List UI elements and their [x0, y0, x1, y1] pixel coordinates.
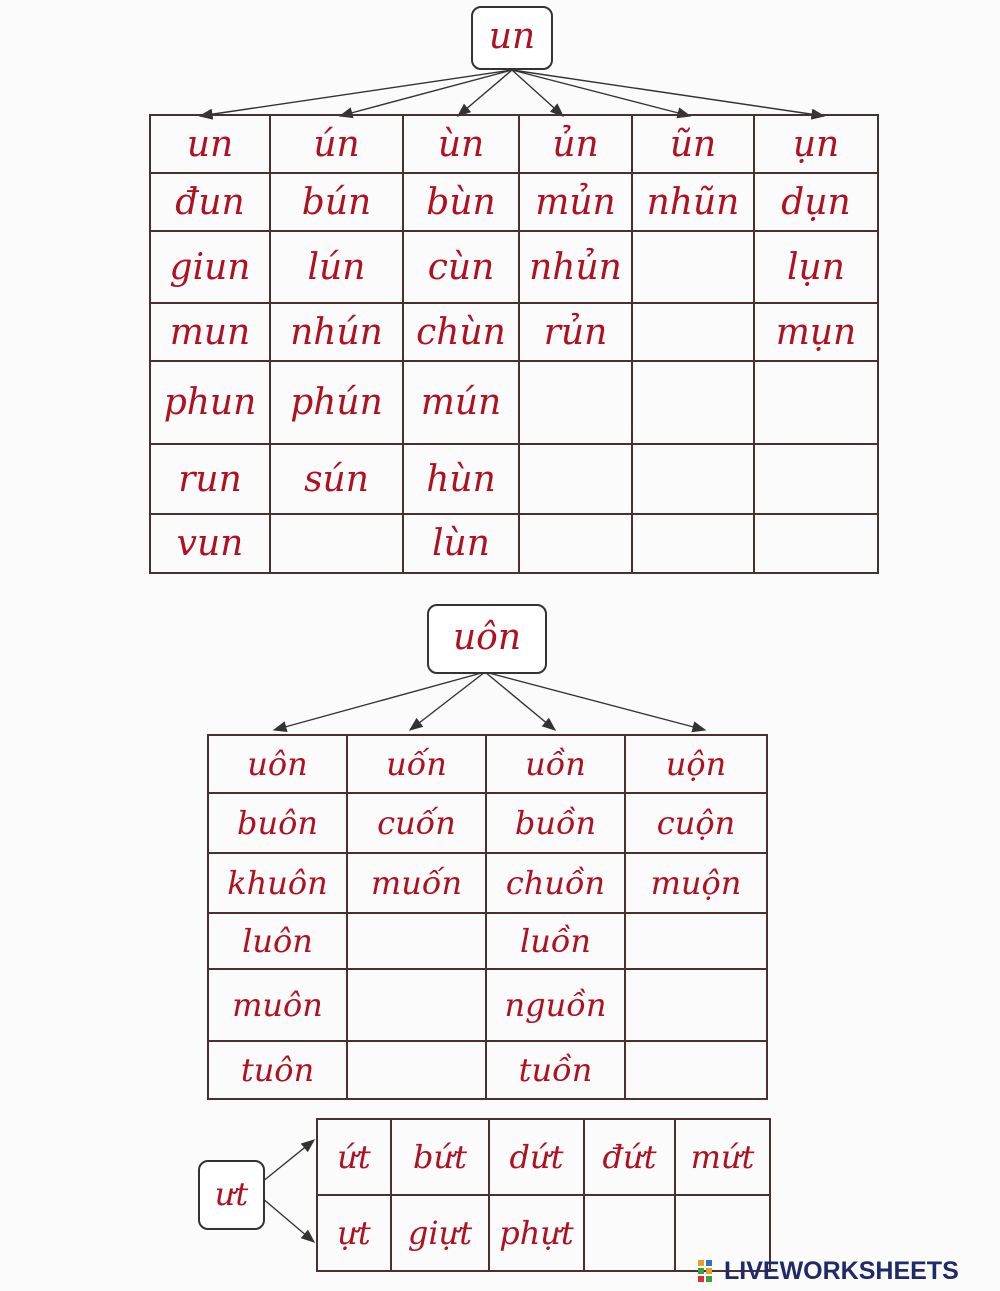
arrow-uon-2: [410, 672, 485, 730]
rhyme-table-un: [149, 114, 879, 574]
table-cell: nhún: [270, 303, 403, 361]
table-row: [150, 115, 878, 173]
table-cell: mun: [150, 303, 270, 361]
table-cell: bún: [270, 173, 403, 231]
table-cell: mụn: [754, 303, 878, 361]
table-cell: [632, 361, 754, 444]
table-cell: giun: [150, 231, 270, 303]
root-label-uon: uôn: [427, 604, 547, 674]
table-cell: mủn: [519, 173, 632, 231]
table-cell: luồn: [486, 913, 625, 969]
table-cell: [270, 514, 403, 573]
table-cell: muôn: [208, 969, 347, 1041]
table-cell: [632, 231, 754, 303]
table-row: [208, 969, 767, 1041]
table-row: [150, 361, 878, 444]
table-row: [150, 444, 878, 514]
table-row: [208, 1041, 767, 1099]
table-cell: [632, 303, 754, 361]
table-cell: chùn: [403, 303, 519, 361]
table-cell: ựt: [317, 1195, 391, 1271]
table-row: [150, 173, 878, 231]
table-cell: ùn: [403, 115, 519, 173]
table-cell: chuồn: [486, 853, 625, 913]
table-cell: [519, 361, 632, 444]
table-cell: bùn: [403, 173, 519, 231]
table-cell: uôn: [208, 735, 347, 793]
table-cell: lún: [270, 231, 403, 303]
table-cell: luôn: [208, 913, 347, 969]
table-row: [150, 231, 878, 303]
table-cell: mún: [403, 361, 519, 444]
table-cell: nhũn: [632, 173, 754, 231]
arrow-un-2: [340, 70, 512, 116]
arrow-ut-2: [262, 1198, 314, 1242]
root-label-ut: ưt: [198, 1160, 265, 1230]
table-cell: [519, 514, 632, 573]
arrow-un-6: [512, 70, 824, 116]
table-cell: [625, 913, 767, 969]
table-cell: phún: [270, 361, 403, 444]
root-label-un: un: [471, 6, 553, 70]
table-row: [208, 853, 767, 913]
table-cell: uồn: [486, 735, 625, 793]
table-cell: buôn: [208, 793, 347, 853]
liveworksheets-logo-icon: [698, 1258, 720, 1284]
table-cell: lùn: [403, 514, 519, 573]
table-cell: ũn: [632, 115, 754, 173]
table-cell: [754, 444, 878, 514]
arrow-uon-1: [274, 672, 485, 730]
table-cell: tuồn: [486, 1041, 625, 1099]
table-cell: đứt: [584, 1119, 675, 1195]
table-row: [208, 793, 767, 853]
table-cell: ủn: [519, 115, 632, 173]
table-cell: [347, 913, 486, 969]
table-cell: nhủn: [519, 231, 632, 303]
table-cell: khuôn: [208, 853, 347, 913]
table-cell: [584, 1195, 675, 1271]
table-cell: [632, 444, 754, 514]
arrow-uon-4: [485, 672, 705, 730]
table-row: [317, 1119, 770, 1195]
table-cell: muộn: [625, 853, 767, 913]
table-cell: ún: [270, 115, 403, 173]
table-row: [150, 514, 878, 573]
table-cell: dứt: [489, 1119, 584, 1195]
table-cell: cùn: [403, 231, 519, 303]
table-cell: [347, 969, 486, 1041]
table-cell: sún: [270, 444, 403, 514]
table-cell: dụn: [754, 173, 878, 231]
table-cell: [625, 1041, 767, 1099]
table-cell: phựt: [489, 1195, 584, 1271]
table-cell: un: [150, 115, 270, 173]
table-cell: [519, 444, 632, 514]
table-cell: hùn: [403, 444, 519, 514]
table-cell: uộn: [625, 735, 767, 793]
table-cell: đun: [150, 173, 270, 231]
table-cell: cuốn: [347, 793, 486, 853]
rhyme-table-ut: [316, 1118, 771, 1272]
table-cell: bứt: [391, 1119, 489, 1195]
table-cell: mứt: [675, 1119, 770, 1195]
table-cell: lụn: [754, 231, 878, 303]
table-cell: muốn: [347, 853, 486, 913]
arrow-ut-1: [262, 1140, 314, 1182]
table-cell: buồn: [486, 793, 625, 853]
rhyme-table-uon: [207, 734, 768, 1100]
liveworksheets-logo-text: LIVEWORKSHEETS: [724, 1256, 959, 1285]
table-cell: rủn: [519, 303, 632, 361]
table-row: [150, 303, 878, 361]
liveworksheets-logo: [698, 1255, 959, 1287]
table-cell: run: [150, 444, 270, 514]
table-cell: nguồn: [486, 969, 625, 1041]
table-cell: uốn: [347, 735, 486, 793]
table-cell: cuộn: [625, 793, 767, 853]
table-cell: [347, 1041, 486, 1099]
table-cell: [754, 361, 878, 444]
table-cell: ứt: [317, 1119, 391, 1195]
table-cell: [754, 514, 878, 573]
table-cell: giựt: [391, 1195, 489, 1271]
table-cell: [625, 969, 767, 1041]
table-cell: tuôn: [208, 1041, 347, 1099]
table-row: [208, 913, 767, 969]
table-row: [208, 735, 767, 793]
table-cell: phun: [150, 361, 270, 444]
table-cell: [632, 514, 754, 573]
table-cell: vun: [150, 514, 270, 573]
table-cell: ụn: [754, 115, 878, 173]
